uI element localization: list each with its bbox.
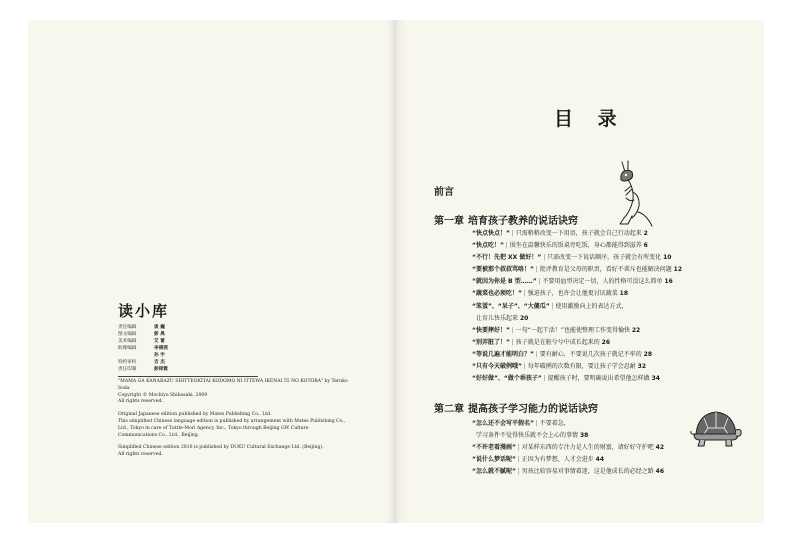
series-logo: 读小库: [118, 302, 170, 320]
copyright-paragraph: [118, 412, 348, 439]
toc-entry[interactable]: [472, 466, 664, 478]
credit-role: 美术编辑: [118, 339, 137, 344]
copyright-line: Simplified Chinese edition 2016 is published by DUKU Cultural Exchange Ltd. (Beijing).: [118, 445, 324, 451]
toc-entry[interactable]: [472, 442, 664, 454]
entry-page-number: 34: [651, 375, 660, 383]
entry-separator: |: [521, 363, 528, 371]
toc-entry[interactable]: [472, 454, 664, 466]
credit-role: 责任编辑: [118, 325, 137, 330]
entry-separator: |: [515, 468, 522, 476]
entry-description: 强迫孩子，也许会让他更讨厌蔬菜: [527, 290, 618, 298]
entry-description: 一句“一起干活！”也能使整理工作变得愉快: [515, 326, 630, 334]
credit-name: 吉 杰: [154, 360, 165, 365]
credits-list: [118, 324, 168, 373]
credit-row: [118, 345, 168, 352]
copyright-line: All rights reserved.: [118, 399, 163, 405]
entry-description: 不要用血型决定一切，人的性格可没这么简单: [542, 278, 663, 286]
entry-page-number: 2: [643, 230, 648, 237]
entry-page-number: 38: [579, 432, 589, 440]
chapter-entries: [472, 418, 664, 478]
chapter-title: 培育孩子教养的说话诀窍: [468, 216, 578, 227]
toc-entry[interactable]: [472, 373, 682, 385]
toc-entry-continued[interactable]: [472, 430, 664, 442]
entry-quote: “说什么梦话呢”: [472, 456, 516, 464]
credit-row: [118, 324, 168, 331]
entry-description: 要有耐心，不要说几次孩子就记不牢的: [539, 350, 642, 358]
entry-quote: “蔬菜也必须吃！”: [472, 290, 522, 298]
entry-page-number: 22: [631, 326, 641, 334]
entry-separator: |: [515, 456, 522, 464]
entry-page-number: 28: [643, 350, 653, 358]
entry-description: 只需改变一下说话顺序，孩子就会有所变化: [547, 254, 662, 262]
copyright-line: All rights reserved.: [118, 452, 163, 458]
credit-name: 李倩茜: [154, 346, 168, 351]
entry-quote: “等说几遍才能明白？”: [472, 350, 534, 358]
chapter-heading: [434, 212, 578, 227]
toc-entry[interactable]: [472, 228, 682, 240]
credit-role: 图文编辑: [118, 332, 137, 337]
entry-separator: |: [503, 242, 510, 250]
toc-entry[interactable]: [472, 240, 682, 252]
entry-page-number: 44: [595, 456, 605, 464]
entry-quote: “不行！先把 XX 做好！”: [472, 254, 542, 262]
credit-row: [118, 331, 168, 338]
entry-separator: |: [541, 254, 548, 262]
entry-page-number: 32: [637, 363, 647, 371]
entry-description: 男孩比较容易对事情着迷，这是他成长的必经之路: [521, 468, 654, 476]
entry-description: 批评教育是父母的职责，看好不训斥也能解决问题: [539, 266, 672, 274]
entry-description: 围坐在温馨快乐的饭桌旁吃饭，身心都能得到滋养: [509, 242, 642, 250]
right-page: [396, 20, 764, 523]
credit-row: [118, 338, 168, 345]
entry-page-number: 16: [664, 278, 673, 286]
entry-description-cont: 学习条件不觉得快乐就不会上心的事情: [476, 432, 579, 440]
entry-quote: “要被那个叔叔骂咯！”: [472, 266, 534, 274]
toc-entry[interactable]: [472, 325, 682, 337]
toc-entry[interactable]: [472, 301, 682, 313]
copyright-line: "MAMA GA KANARAZU SHITTEOKITAI KODOMO NI ITTEWA IKENAI 55 NO KOTOBA" by Teruko Soda: [118, 379, 348, 391]
entry-separator: |: [509, 338, 516, 346]
entry-description: 只需稍稍改变一下用语，孩子就会自己行动起来: [515, 230, 642, 237]
entry-quote: “别弄脏了！”: [472, 338, 510, 346]
copyright-paragraph: [118, 379, 348, 406]
entry-description: 使用激励向上的表达方式，: [555, 302, 628, 310]
turtle-illustration: [686, 404, 742, 450]
entry-separator: |: [509, 326, 516, 334]
entry-page-number: 10: [663, 254, 672, 262]
chapter-title: 提高孩子学习能力的说话诀窍: [468, 404, 598, 415]
entry-quote: “笨蛋”、“呆子”、“大傻瓜”: [472, 302, 550, 310]
entry-separator: |: [509, 230, 516, 237]
toc-entry[interactable]: [472, 361, 682, 373]
copyright-line: Original Japanese edition published by Mates Publishing Co., Ltd.: [118, 412, 272, 418]
entry-separator: |: [521, 290, 528, 298]
entry-separator: |: [533, 350, 540, 358]
toc-entry[interactable]: [472, 337, 682, 349]
toc-entry[interactable]: [472, 349, 682, 361]
credit-role: 助理编辑: [118, 346, 137, 351]
chapter-entries: [472, 228, 682, 385]
entry-page-number: 6: [643, 242, 648, 250]
entry-separator: |: [536, 278, 543, 286]
credit-name: 艾 雷: [154, 339, 165, 344]
copyright-line: This simplified Chinese language edition is published by arrangement with Mates Publishing Co., Ltd., Tokyo in care of Tuttle-Mori Agency, Inc., Tokyo through Beijing GW Culture Communications Co., Ltd., Beijing.: [118, 418, 346, 438]
credit-name: 谈 巍: [154, 325, 165, 330]
toc-entry-continued[interactable]: [472, 313, 682, 325]
credit-row: [118, 359, 168, 366]
entry-separator: |: [515, 444, 522, 452]
credit-role: 特约审校: [118, 360, 137, 365]
entry-description: 每年破例的次数有限，要让孩子学会忍耐: [527, 363, 636, 371]
entry-quote: “怎么就不腻呢”: [472, 468, 516, 476]
copyright-line: Copyright © Mochiyo Shibasaki, 2009: [118, 392, 208, 398]
entry-quote: “只有今天破例哦”: [472, 363, 522, 371]
entry-quote: “快点快点！”: [472, 230, 510, 237]
credit-role: 责任印制: [118, 367, 137, 372]
kangaroo-illustration: [612, 158, 656, 230]
entry-separator: |: [533, 420, 540, 427]
credit-row: [118, 352, 168, 359]
chapter-heading: [434, 400, 598, 415]
entry-separator: |: [549, 302, 556, 310]
chapter-number: 第二章: [434, 404, 464, 415]
entry-quote: “不许老看漫画”: [472, 444, 516, 452]
entry-page-number: 42: [655, 444, 665, 452]
toc-title: 目 录: [554, 108, 626, 130]
entry-quote: “快要摔好！”: [472, 326, 510, 334]
credit-name: 彭铎雅: [154, 367, 168, 372]
entry-quote: “好好做”、“做个乖孩子”: [472, 375, 542, 383]
credit-name: 孙 宇: [154, 353, 165, 358]
credit-name: 彭 禹: [154, 332, 165, 337]
entry-description: 正因为有梦想，人才会进步: [521, 456, 594, 464]
toc-entry[interactable]: [472, 264, 682, 276]
entry-page-number: 26: [601, 338, 611, 346]
entry-page-number: 20: [519, 314, 529, 322]
credit-row: [118, 366, 168, 373]
entry-description: 不要着急，: [539, 420, 570, 427]
entry-description-cont: 让育儿快乐起来: [476, 314, 519, 322]
entry-page-number: 46: [655, 468, 665, 476]
copyright-paragraph: [118, 445, 348, 459]
left-page: [28, 20, 396, 523]
toc-entry[interactable]: [472, 288, 682, 300]
entry-description: 对某样东西的专注力是人生的财富，请好好守护吧: [521, 444, 654, 452]
copyright-block: [118, 379, 348, 465]
entry-quote: “怎么还不会写平假名”: [472, 420, 534, 427]
entry-page-number: 12: [673, 266, 683, 274]
divider: [118, 376, 258, 377]
toc-preface: 前言: [434, 187, 454, 198]
entry-description: 提醒孩子时，要明确说出希望他怎样做: [547, 375, 650, 383]
entry-description: 孩子就是在脏兮兮中成长起来的: [515, 338, 600, 346]
credit-role: [118, 352, 154, 359]
toc-entry[interactable]: [472, 418, 664, 430]
entry-separator: |: [533, 266, 540, 274]
entry-quote: “快点吃！”: [472, 242, 504, 250]
chapter-number: 第一章: [434, 216, 464, 227]
entry-quote: “就因为你是 B 型……”: [472, 278, 537, 286]
entry-separator: |: [541, 375, 548, 383]
toc-entry[interactable]: [472, 252, 682, 264]
toc-entry[interactable]: [472, 276, 682, 288]
entry-page-number: 18: [619, 290, 629, 298]
